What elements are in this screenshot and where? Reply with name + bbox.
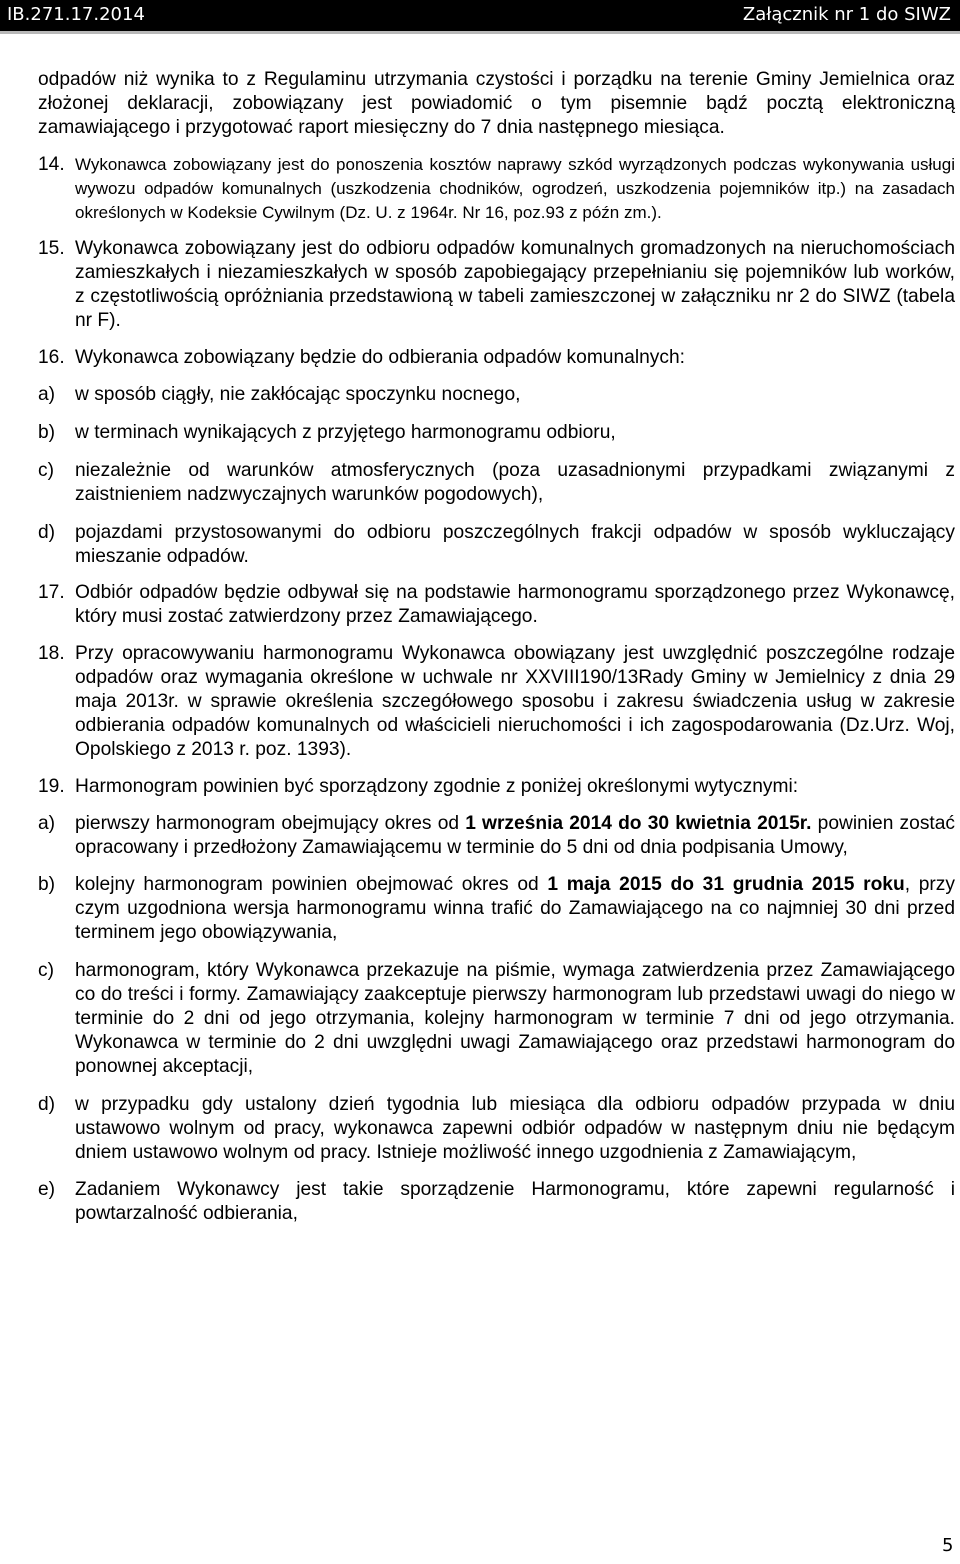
- sub-text: niezależnie od warunków atmosferycznych (poza uzasadnionymi przypadkami związanymi z zaistnieniem nadzwyczajnych warunków pogodowych),: [75, 459, 955, 505]
- item-text: Odbiór odpadów będzie odbywał się na podstawie harmonogramu sporządzonego przez Wykonawcę, który musi zostać zatwierdzony przez Zamawiającego.: [75, 582, 955, 628]
- sub-letter: b): [38, 421, 56, 443]
- sub-text-part: , przy czym uzgodniona wersja harmonogramu winna trafić do Zamawiającego na co najmniej 30 dni przed terminem jego obowiązywania,: [75, 874, 955, 944]
- item-16-c: [38, 459, 955, 507]
- item-16-a: [38, 383, 955, 407]
- document-id: IB.271.17.2014: [7, 4, 145, 25]
- sub-text-part: pierwszy harmonogram obejmujący okres od: [75, 812, 466, 834]
- item-19-b: [38, 873, 955, 945]
- sub-letter: a): [38, 812, 56, 834]
- item-14: [38, 153, 955, 225]
- date-range-bold: 1 września 2014 do 30 kwietnia 2015r.: [465, 812, 812, 834]
- sub-letter: d): [38, 1093, 56, 1115]
- sub-letter: a): [38, 383, 56, 405]
- page-header: [0, 0, 960, 34]
- item-text: Wykonawca zobowiązany będzie do odbierania odpadów komunalnych:: [75, 347, 685, 369]
- page-number: 5: [942, 1535, 954, 1556]
- document-body: [38, 68, 955, 1226]
- date-range-bold: 1 maja 2015 do 31 grudnia 2015 roku: [547, 874, 905, 896]
- sub-letter: b): [38, 874, 56, 896]
- item-16-d: [38, 521, 955, 569]
- sub-letter: e): [38, 1179, 56, 1201]
- item-19-e: [38, 1178, 955, 1226]
- sub-text-part: kolejny harmonogram powinien obejmować okres od: [75, 874, 548, 896]
- item-17: [38, 581, 955, 629]
- item-19-d: [38, 1093, 955, 1165]
- item-number: 17.: [38, 582, 65, 604]
- item-19: [38, 775, 955, 799]
- item-text: Harmonogram powinien być sporządzony zgodnie z poniżej określonymi wytycznymi:: [75, 775, 799, 797]
- sub-text: w terminach wynikających z przyjętego harmonogramu odbioru,: [75, 421, 616, 443]
- item-16: [38, 346, 955, 370]
- sub-letter: c): [38, 459, 54, 481]
- item-number: 15.: [38, 238, 65, 260]
- intro-paragraph: odpadów niż wynika to z Regulaminu utrzymania czystości i porządku na terenie Gminy Jemielnica oraz złożonej deklaracji, zobowiązany jest powiadomić o tym pisemnie bądź pocztą elektroniczną zamawiającego i przygotować raport miesięczny do 7 dnia następnego miesiąca.: [38, 69, 955, 138]
- sub-text: w przypadku gdy ustalony dzień tygodnia lub miesiąca dla odbioru odpadów przypada w dniu ustawowo wolnym od pracy, wykonawca zapewni odbiór odpadów w następnym dniu nie będącym dniem ustawowo wolnym od pracy. Istnieje możliwość innego uzgodnienia z Zamawiającym,: [75, 1093, 955, 1163]
- item-19-a: [38, 812, 955, 860]
- sub-text: Zadaniem Wykonawcy jest takie sporządzenie Harmonogramu, które zapewni regularność i powtarzalność odbierania,: [75, 1179, 955, 1225]
- sub-text: pojazdami przystosowanymi do odbioru poszczególnych frakcji odpadów w sposób wykluczający mieszanie odpadów.: [75, 521, 955, 567]
- sub-text-part: powinien zostać opracowany i przedłożony Zamawiającemu w terminie do 5 dni od dnia podpisania Umowy,: [75, 812, 956, 858]
- item-number: 14.: [38, 153, 65, 175]
- item-number: 19.: [38, 775, 65, 797]
- sub-text: [75, 873, 955, 945]
- item-text: Przy opracowywaniu harmonogramu Wykonawca obowiązany jest uwzględnić poszczególne rodzaje odpadów oraz wymagania określone w uchwale nr XXVIII190/13Rady Gminy w Jemielnicy z dnia 29 maja 2013r. w sprawie określenia szczegółowego sposobu i zakresu świadczenia usług w zakresie odbierania odpadów komunalnych od właścicieli nieruchomości i ich zagospodarowania (Dz.Urz. Woj, Opolskiego z 2013 r. poz. 1393).: [75, 643, 955, 760]
- attachment-label: Załącznik nr 1 do SIWZ: [742, 4, 951, 25]
- item-19-c: [38, 959, 955, 1079]
- sub-text: w sposób ciągły, nie zakłócając spoczynku nocnego,: [75, 383, 521, 405]
- item-18: [38, 642, 955, 762]
- sub-text: [75, 812, 955, 860]
- item-text: Wykonawca zobowiązany jest do odbioru odpadów komunalnych gromadzonych na nieruchomościach zamieszkałych i niezamieszkałych w sposób zapobiegający przepełnianiu się pojemników lub worków, z częstotliwością opróżniania przedstawioną w tabeli zamieszczonej w załączniku nr 2 do SIWZ (tabela nr F).: [75, 238, 955, 332]
- sub-letter: d): [38, 521, 56, 543]
- sub-letter: c): [38, 960, 54, 982]
- item-15: [38, 237, 955, 333]
- item-text: Wykonawca zobowiązany jest do ponoszenia kosztów naprawy szkód wyrządzonych podczas wykonywania usługi wywozu odpadów komunalnych (uszkodzenia chodników, ogrodzeń, uszkodzenia pojemników itp.) na zasadach określonych w Kodeksie Cywilnym (Dz. U. z 1964r. Nr 16, poz.93 z późn zm.).: [75, 154, 955, 222]
- item-16-b: [38, 421, 955, 445]
- item-number: 16.: [38, 347, 65, 369]
- sub-text: harmonogram, który Wykonawca przekazuje na piśmie, wymaga zatwierdzenia przez Zamawiającego co do treści i formy. Zamawiający zaakceptuje pierwszy harmonogram lub przedstawi uwagi do niego w terminie do 2 dni od jego otrzymania, kolejny harmonogram w terminie 7 dni od jego otrzymania. Wykonawca w terminie do 2 dni uwzględni uwagi Zamawiającego oraz przedstawi harmonogram do ponownej akceptacji,: [75, 960, 955, 1077]
- item-number: 18.: [38, 643, 65, 665]
